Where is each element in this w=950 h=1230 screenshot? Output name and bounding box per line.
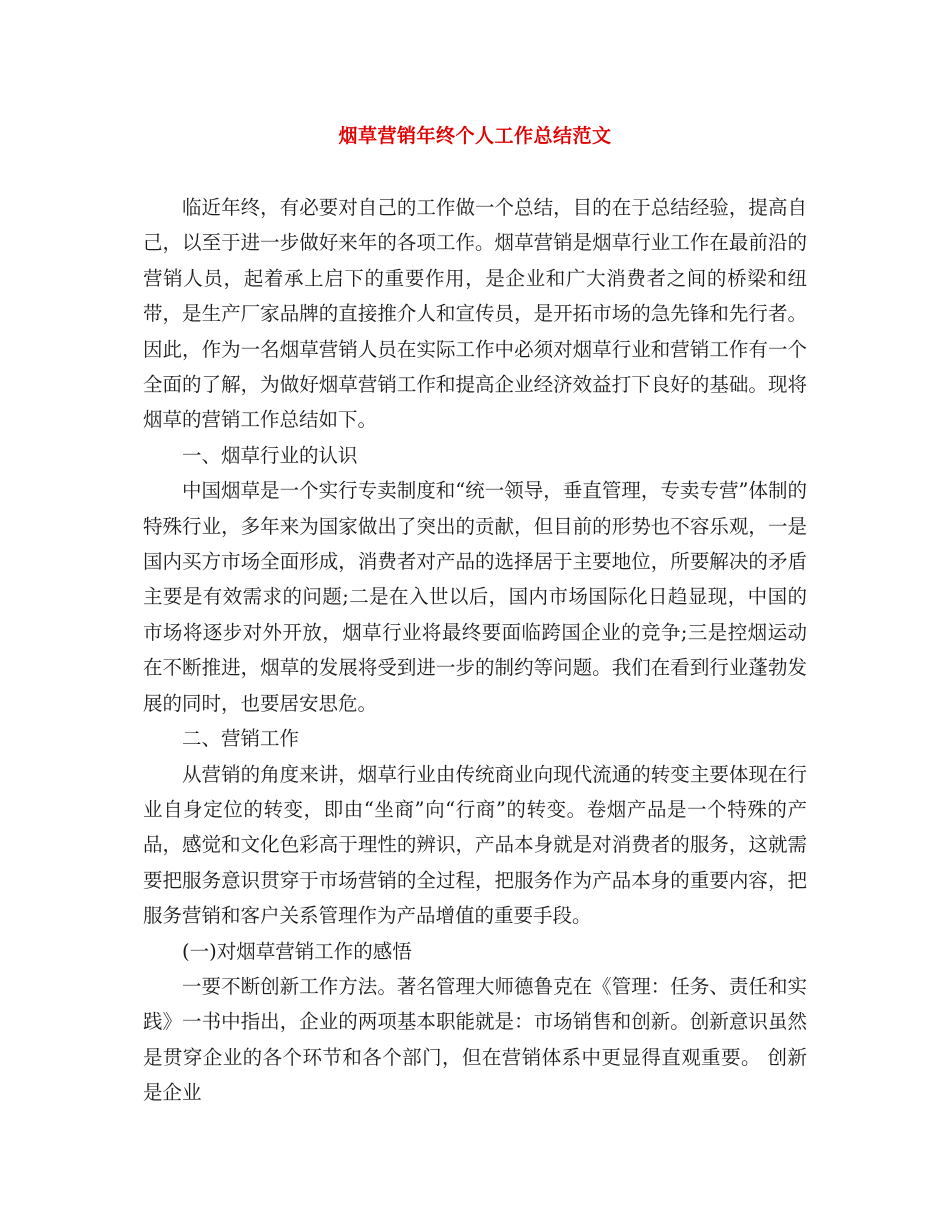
document-title: 烟草营销年终个人工作总结范文 (338, 125, 612, 147)
subsection-heading-insight: (一)对烟草营销工作的感悟 (182, 939, 412, 963)
paragraph-marketing: 从营销的角度来讲，烟草行业由传统商业向现代流通的转变主要体现在行业自身定位的转变，即由“坐商”向“行商”的转变。卷烟产品是一个特殊的产品，感觉和文化色彩高于理性的辨识，产品本身就是对消费者的服务，这就需要把服务意识贯穿于市场营销的全过程，把服务作为产品本身的重要内容，把服务营销和客户关系管理作为产品增值的重要手段。 (143, 762, 807, 928)
paragraph-intro: 临近年终，有必要对自己的工作做一个总结，目的在于总结经验，提高自己，以至于进一步做好来年的各项工作。烟草营销是烟草行业工作在最前沿的营销人员，起着承上启下的重要作用，是企业和广大消费者之间的桥梁和纽带，是生产厂家品牌的直接推介人和宣传员，是开拓市场的急先锋和先行者。因此，作为一名烟草营销人员在实际工作中必须对烟草行业和营销工作有一个全面的了解，为做好烟草营销工作和提高企业经济效益打下良好的基础。现将烟草的营销工作总结如下。 (143, 196, 807, 432)
section-heading-industry: 一、烟草行业的认识 (182, 443, 358, 467)
paragraph-innovation: 一要不断创新工作方法。著名管理大师德鲁克在《管理：任务、责任和实践》一书中指出，企业的两项基本职能就是：市场销售和创新。创新意识虽然是贯穿企业的各个环节和各个部门，但在营销体系中更显得直观重要。 创新是企业 (143, 974, 807, 1105)
document-body (143, 190, 807, 1111)
paragraph-industry: 中国烟草是一个实行专卖制度和“统一领导，垂直管理，专卖专营”体制的特殊行业，多年来为国家做出了突出的贡献，但目前的形势也不容乐观，一是国内买方市场全面形成，消费者对产品的选择居于主要地位，所要解决的矛盾主要是有效需求的问题;二是在入世以后，国内市场国际化日趋显现，中国的市场将逐步对外开放，烟草行业将最终要面临跨国企业的竞争;三是控烟运动在不断推进，烟草的发展将受到进一步的制约等问题。我们在看到行业蓬勃发展的同时，也要居安思危。 (143, 479, 807, 715)
section-heading-marketing: 二、营销工作 (182, 727, 300, 751)
